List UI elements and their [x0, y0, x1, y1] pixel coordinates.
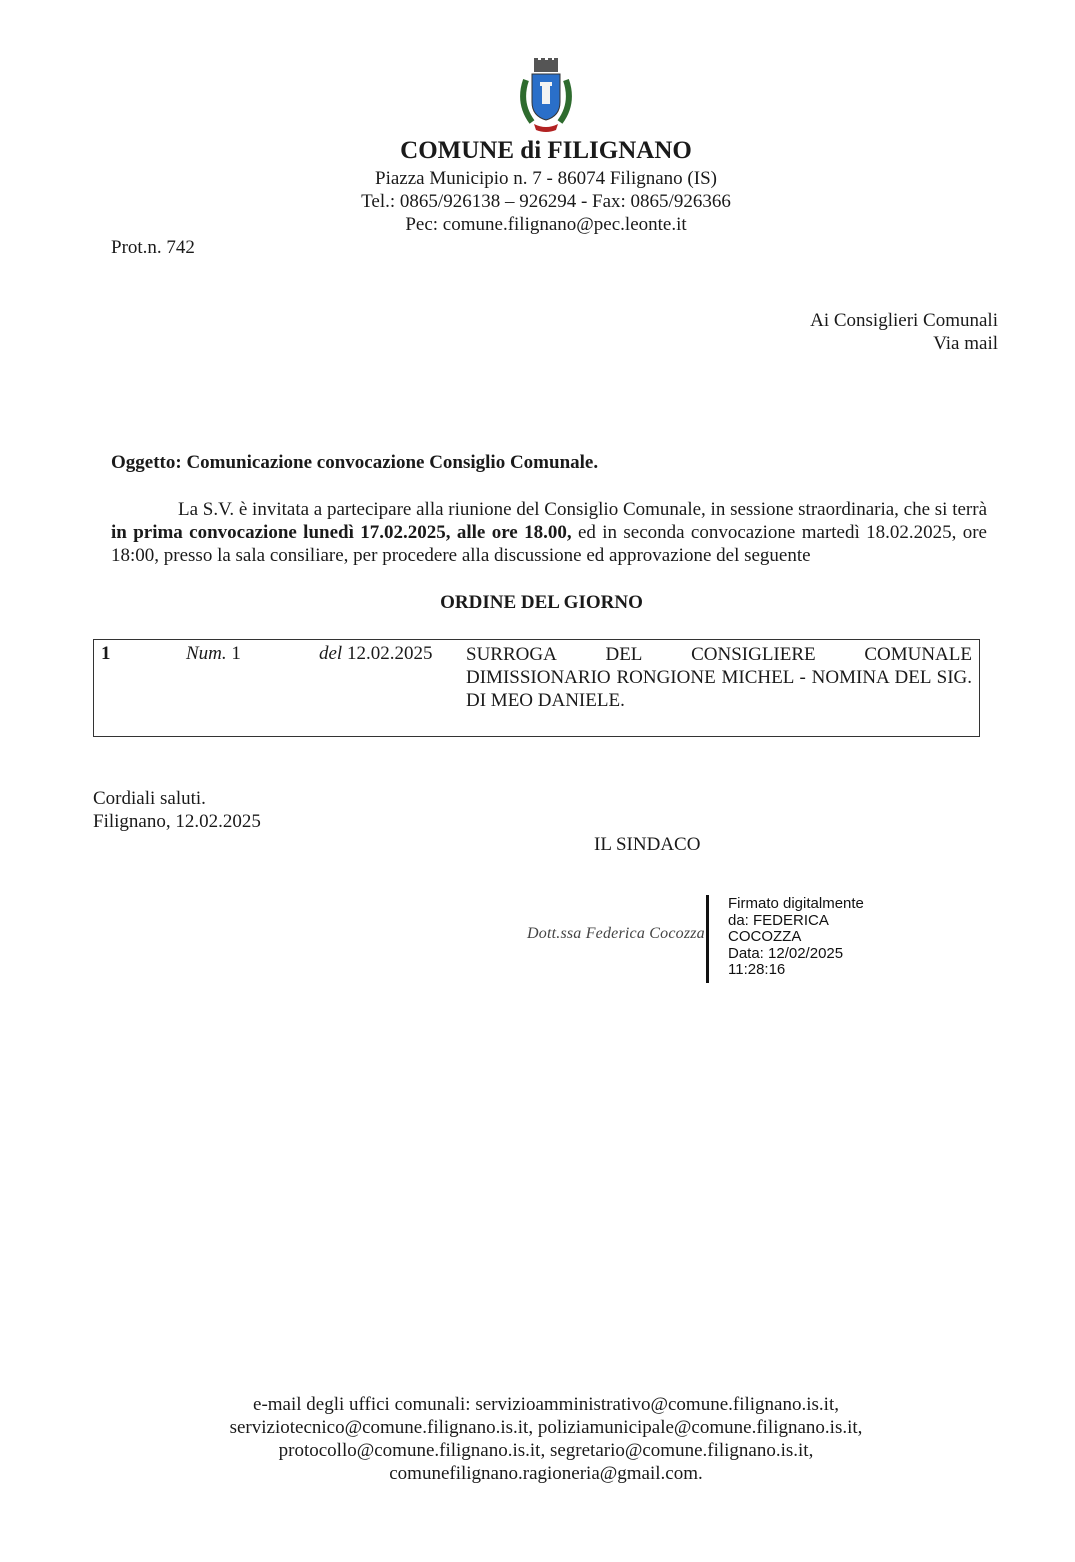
agenda-word: COMUNALE	[864, 644, 972, 665]
municipality-pec: Pec: comune.filignano@pec.leonte.it	[405, 214, 687, 235]
recipient-block	[810, 309, 998, 355]
body-paragraph	[111, 498, 987, 567]
footer-line: serviziotecnico@comune.filignano.is.it, poliziamunicipale@comune.filignano.is.it,	[229, 1417, 863, 1438]
num-label: Num.	[186, 643, 227, 664]
place-date: Filignano, 12.02.2025	[93, 811, 261, 832]
agenda-table	[93, 639, 980, 737]
footer-line: protocollo@comune.filignano.is.it, segretario@comune.filignano.is.it,	[278, 1440, 814, 1461]
agenda-item-date	[319, 643, 432, 665]
body-text-bold: in prima convocazione lunedì 17.02.2025, alle ore 18.00,	[111, 522, 572, 543]
num-value: 1	[231, 643, 241, 664]
municipality-title: COMUNE di FILIGNANO	[400, 137, 692, 164]
digital-signature-line: COCOZZA	[728, 928, 802, 945]
digital-signature-line: Firmato digitalmente	[728, 895, 864, 912]
agenda-word: DEL	[605, 644, 643, 665]
digital-signature-line: da: FEDERICA	[728, 911, 829, 929]
agenda-text-rest: DIMISSIONARIO RONGIONE MICHEL - NOMINA DEL SIG. DI MEO DANIELE.	[466, 667, 972, 711]
greeting: Cordiali saluti.	[93, 788, 206, 809]
agenda-word: CONSIGLIERE	[691, 644, 816, 665]
del-label: del	[319, 643, 343, 664]
subject-line: Oggetto: Comunicazione convocazione Consiglio Comunale.	[111, 452, 599, 473]
signature-divider	[706, 895, 709, 983]
municipality-address: Piazza Municipio n. 7 - 86074 Filignano (IS)	[375, 168, 717, 189]
agenda-title: ORDINE DEL GIORNO	[440, 592, 643, 613]
closing-block	[93, 787, 261, 833]
footer-line: e-mail degli uffici comunali: servizioamministrativo@comune.filignano.is.it,	[253, 1394, 839, 1415]
digital-signature-block	[728, 896, 864, 979]
protocol-number: Prot.n. 742	[111, 237, 195, 258]
footer-line: comunefilignano.ragioneria@gmail.com.	[389, 1463, 703, 1484]
municipality-phones: Tel.: 0865/926138 – 926294 - Fax: 0865/926366	[361, 191, 731, 212]
agenda-item-index: 1	[101, 643, 111, 664]
handwritten-signature: Dott.ssa Federica Cocozza	[527, 925, 705, 942]
coat-of-arms-icon	[516, 58, 576, 134]
recipient-line: Ai Consiglieri Comunali	[810, 310, 998, 331]
body-text-part1: La S.V. è invitata a partecipare alla riunione del Consiglio Comunale, in sessione straordinaria, che si terrà	[178, 499, 988, 520]
agenda-word: SURROGA	[466, 644, 557, 665]
agenda-item-number	[186, 643, 241, 665]
digital-signature-line: 11:28:16	[728, 961, 786, 978]
agenda-item-text	[466, 643, 972, 712]
body-text-part2: ed in seconda convocazione martedì 18.02.2025, ore 18:00, presso la sala consiliare, per procedere alla discussione ed approvazione del seguente	[111, 522, 987, 566]
digital-signature-line: Data: 12/02/2025	[728, 944, 844, 962]
signatory-role: IL SINDACO	[594, 834, 701, 855]
recipient-method: Via mail	[933, 333, 998, 354]
del-value: 12.02.2025	[346, 643, 433, 664]
footer-emails	[0, 1393, 1075, 1485]
